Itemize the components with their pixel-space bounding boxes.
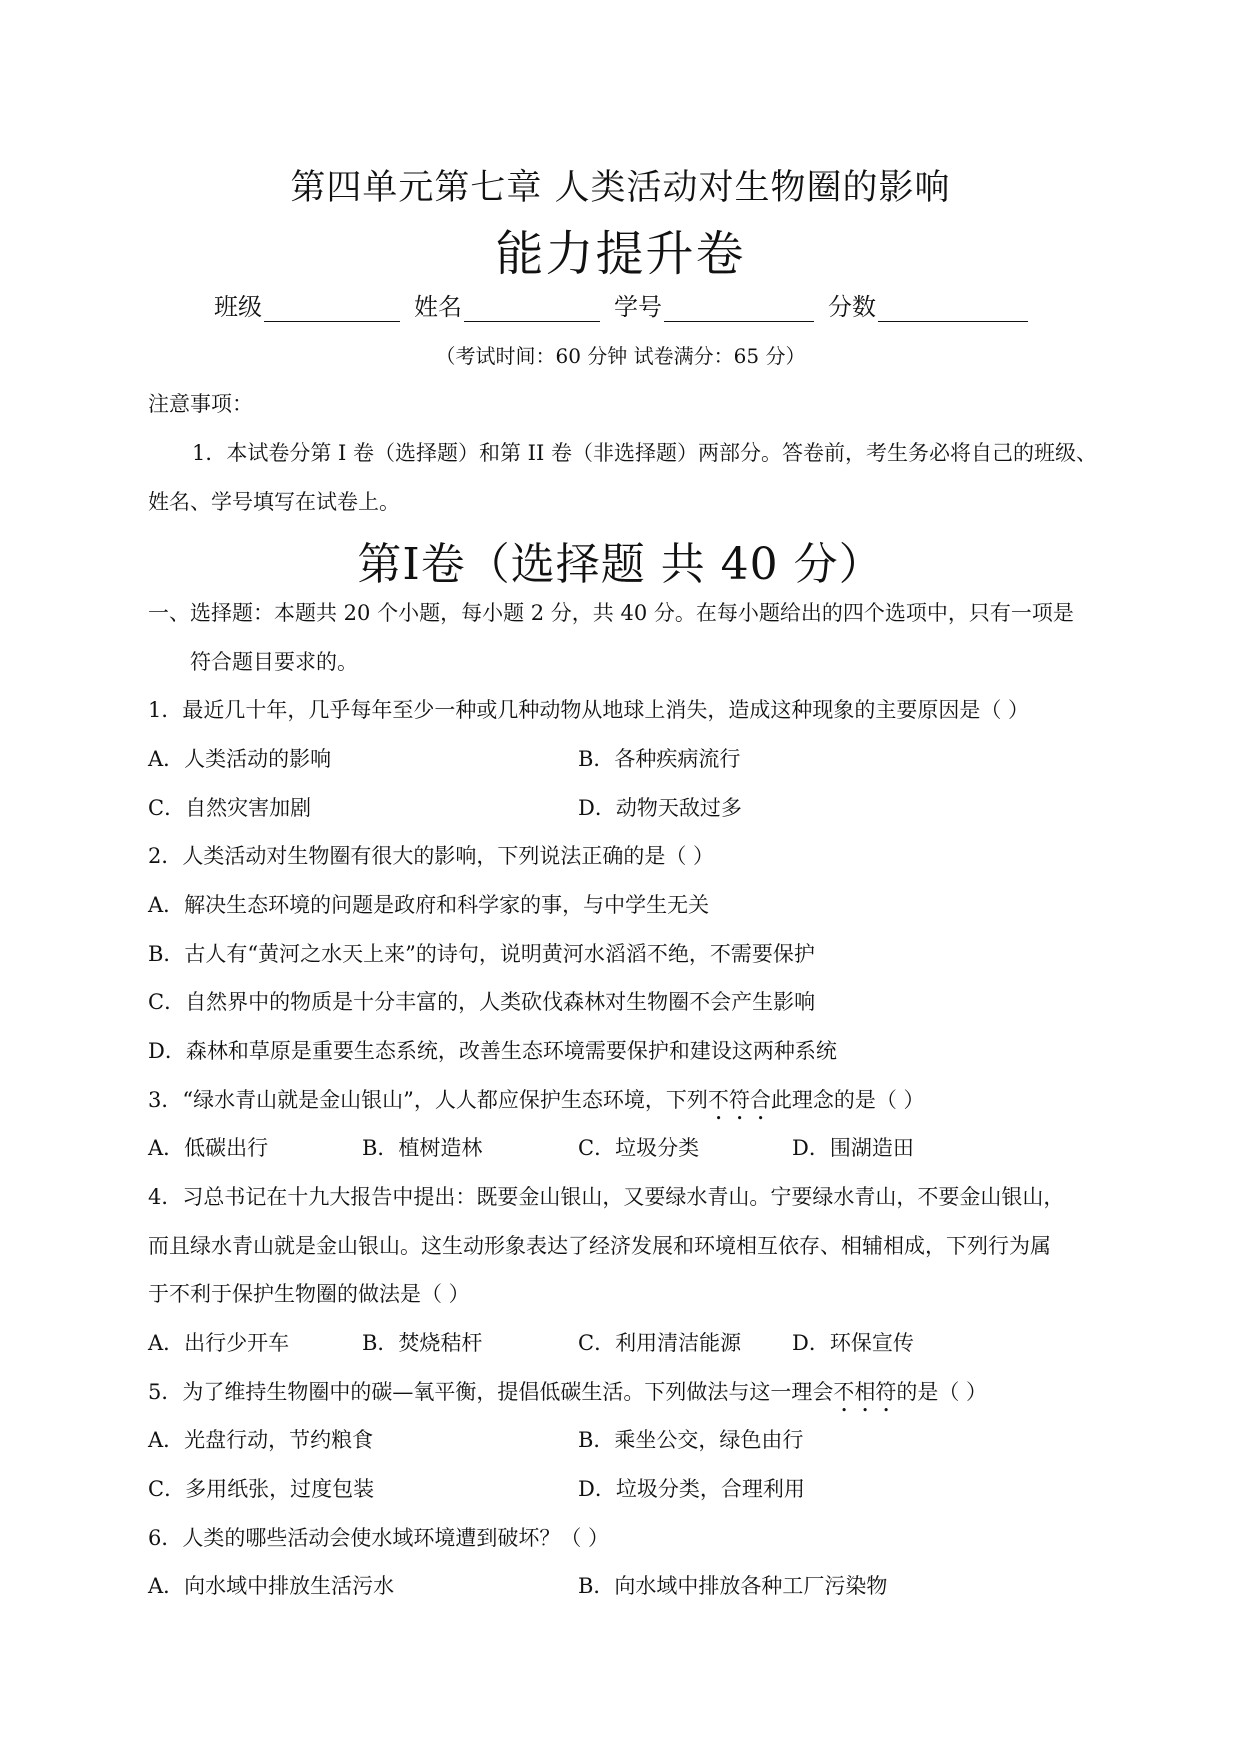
question-5-option-d[interactable]: D．垃圾分类，合理利用 — [578, 1477, 805, 1501]
question-3-option-a[interactable]: A．低碳出行 — [148, 1136, 269, 1160]
notes-item-1-line-2: 姓名、学号填写在试卷上。 — [148, 490, 400, 514]
question-1-stem: 1．最近几十年，几乎每年至少一种或几种动物从地球上消失，造成这种现象的主要原因是（ ） — [148, 698, 1030, 722]
question-6-stem: 6．人类的哪些活动会使水域环境遭到破坏？（ ） — [148, 1526, 610, 1550]
question-3-stem-pre: 3．“绿水青山就是金山银山”，人人都应保护生态环境，下列 — [148, 1088, 708, 1112]
notes-heading: 注意事项： — [148, 392, 253, 416]
question-4-stem-line-1: 4．习总书记在十九大报告中提出：既要金山银山，又要绿水青山。宁要绿水青山，不要金山银山， — [148, 1185, 1065, 1209]
section-title: 第I卷（选择题 共 40 分） — [357, 539, 884, 590]
question-3-stem — [148, 1084, 925, 1125]
question-6-option-a[interactable]: A．向水域中排放生活污水 — [148, 1574, 395, 1598]
question-4-option-c[interactable]: C．利用清洁能源 — [578, 1331, 742, 1355]
question-4-stem-line-2: 而且绿水青山就是金山银山。这生动形象表达了经济发展和环境相互依存、相辅相成，下列行为属 — [148, 1234, 1051, 1258]
question-1-option-b[interactable]: B．各种疾病流行 — [578, 747, 741, 771]
question-1-option-a[interactable]: A．人类活动的影响 — [148, 747, 332, 771]
question-5-stem-post: 的是（ ） — [896, 1380, 988, 1404]
student-info-row — [214, 287, 1042, 322]
question-4-option-a[interactable]: A．出行少开车 — [148, 1331, 290, 1355]
score-field — [828, 287, 1028, 322]
question-2-stem: 2．人类活动对生物圈有很大的影响，下列说法正确的是（ ） — [148, 844, 715, 868]
name-blank[interactable] — [464, 295, 600, 322]
question-3-option-b[interactable]: B．植树造林 — [362, 1136, 483, 1160]
student-id-field — [614, 287, 814, 322]
question-6-option-b[interactable]: B．向水域中排放各种工厂污染物 — [578, 1574, 888, 1598]
name-label: 姓名 — [414, 293, 462, 321]
question-2-option-b[interactable]: B．古人有“黄河之水天上来”的诗句，说明黄河水滔滔不绝，不需要保护 — [148, 942, 815, 966]
notes-item-1-line-1: 1．本试卷分第 I 卷（选择题）和第 II 卷（非选择题）两部分。答卷前，考生务必将自己的班级、 — [192, 441, 1097, 465]
page-subtitle: 能力提升卷 — [495, 226, 746, 282]
exam-time-info: （考试时间：60 分钟 试卷满分：65 分） — [435, 344, 806, 368]
page-title: 第四单元第七章 人类活动对生物圈的影响 — [290, 168, 951, 208]
question-5-stem-pre: 5．为了维持生物圈中的碳—氧平衡，提倡低碳生活。下列做法与这一理会 — [148, 1380, 834, 1404]
section-instruction-line-1: 一、选择题：本题共 20 个小题，每小题 2 分，共 40 分。在每小题给出的四个选项中，只有一项是 — [148, 601, 1074, 625]
question-3-stem-post: 此理念的是（ ） — [770, 1088, 925, 1112]
question-3-option-c[interactable]: C．垃圾分类 — [578, 1136, 700, 1160]
question-5-stem — [148, 1376, 987, 1417]
question-1-option-d[interactable]: D．动物天敌过多 — [578, 796, 742, 820]
question-5-option-b[interactable]: B．乘坐公交，绿色由行 — [578, 1428, 804, 1452]
question-1-option-c[interactable]: C．自然灾害加剧 — [148, 796, 312, 820]
question-4-stem-line-3: 于不利于保护生物圈的做法是（ ） — [148, 1282, 470, 1306]
question-5-option-a[interactable]: A．光盘行动，节约粮食 — [148, 1428, 374, 1452]
question-3-option-d[interactable]: D．围湖造田 — [792, 1136, 914, 1160]
question-2-option-d[interactable]: D．森林和草原是重要生态系统，改善生态环境需要保护和建设这两种系统 — [148, 1039, 837, 1063]
question-3-stem-emphasis: 不符合 — [707, 1088, 771, 1112]
student-id-label: 学号 — [614, 293, 662, 321]
question-4-option-b[interactable]: B．焚烧秸杆 — [362, 1331, 483, 1355]
name-field — [414, 287, 600, 322]
class-field — [214, 287, 400, 322]
question-2-option-c[interactable]: C．自然界中的物质是十分丰富的，人类砍伐森林对生物圈不会产生影响 — [148, 990, 816, 1014]
class-label: 班级 — [214, 293, 262, 321]
section-instruction-line-2: 符合题目要求的。 — [190, 650, 358, 674]
score-label: 分数 — [828, 293, 876, 321]
question-5-stem-emphasis: 不相符 — [833, 1380, 897, 1404]
question-2-option-a[interactable]: A．解决生态环境的问题是政府和科学家的事，与中学生无关 — [148, 893, 710, 917]
question-4-option-d[interactable]: D．环保宣传 — [792, 1331, 914, 1355]
student-id-blank[interactable] — [664, 295, 814, 322]
question-5-option-c[interactable]: C．多用纸张，过度包装 — [148, 1477, 375, 1501]
score-blank[interactable] — [878, 295, 1028, 322]
class-blank[interactable] — [264, 295, 400, 322]
